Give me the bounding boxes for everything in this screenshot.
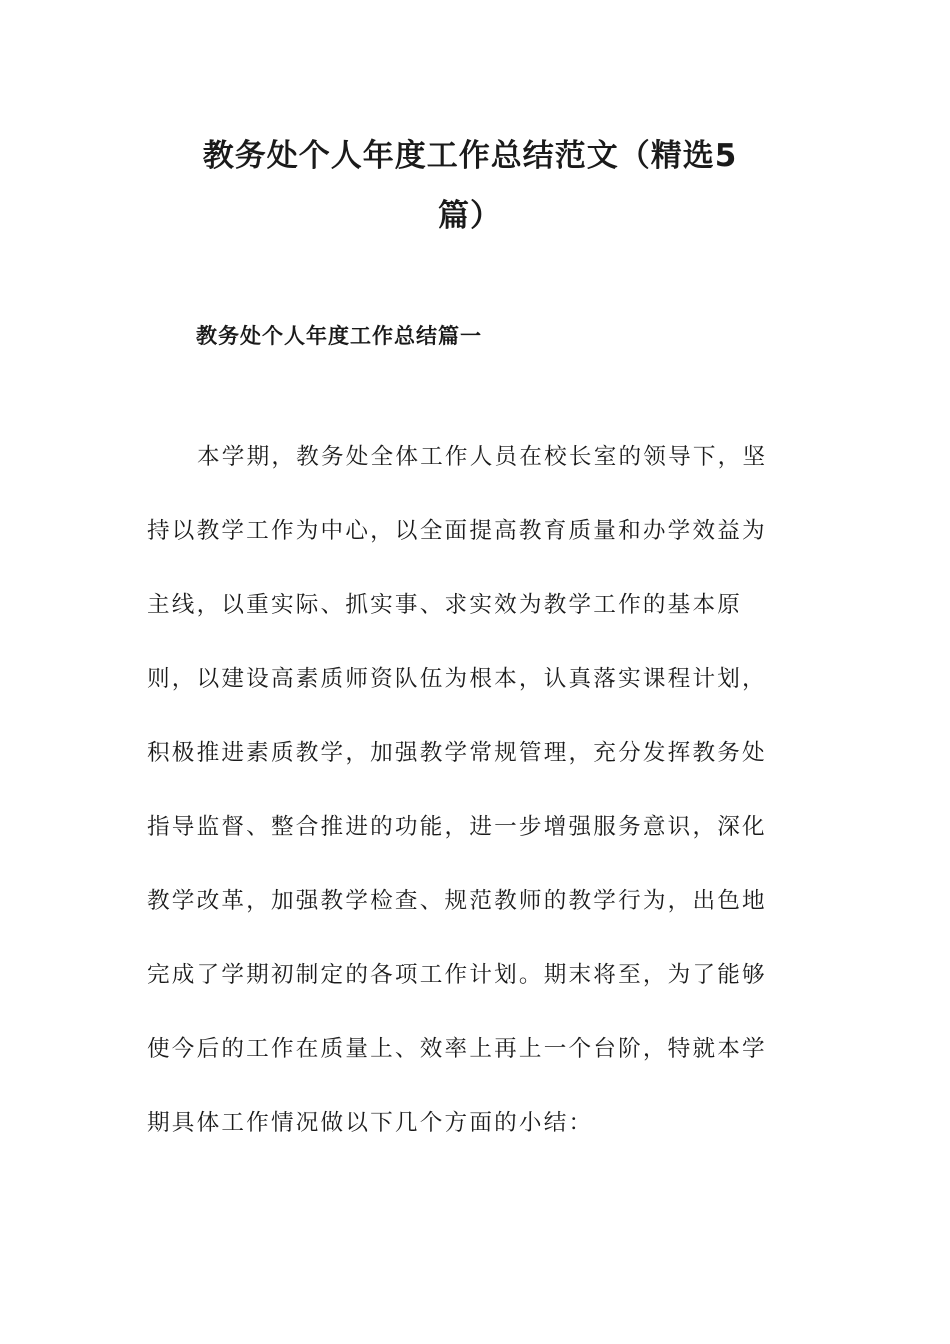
paragraph-line: 主线，以重实际、抓实事、求实效为教学工作的基本原 [147, 592, 743, 618]
paragraph-line: 教学改革，加强教学检查、规范教师的教学行为，出色地 [147, 888, 767, 914]
title-line-1: 教务处个人年度工作总结范文（精选5 [202, 138, 738, 174]
paragraph-line: 积极推进素质教学，加强教学常规管理，充分发挥教务处 [147, 740, 767, 766]
paragraph-line: 完成了学期初制定的各项工作计划。期末将至，为了能够 [147, 962, 767, 988]
document-title [150, 126, 790, 246]
paragraph-line: 本学期，教务处全体工作人员在校长室的领导下，坚 [197, 444, 768, 470]
title-line-2: 篇） [438, 198, 502, 234]
paragraph-line: 指导监督、整合推进的功能，进一步增强服务意识，深化 [147, 814, 767, 840]
section-heading: 教务处个人年度工作总结篇一 [196, 324, 482, 348]
paragraph-line: 持以教学工作为中心，以全面提高教育质量和办学效益为 [147, 518, 767, 544]
paragraph-line: 使今后的工作在质量上、效率上再上一个台阶，特就本学 [147, 1036, 767, 1062]
paragraph-line: 则，以建设高素质师资队伍为根本，认真落实课程计划， [147, 666, 767, 692]
body-paragraph [147, 420, 787, 1160]
paragraph-line: 期具体工作情况做以下几个方面的小结： [147, 1110, 594, 1136]
